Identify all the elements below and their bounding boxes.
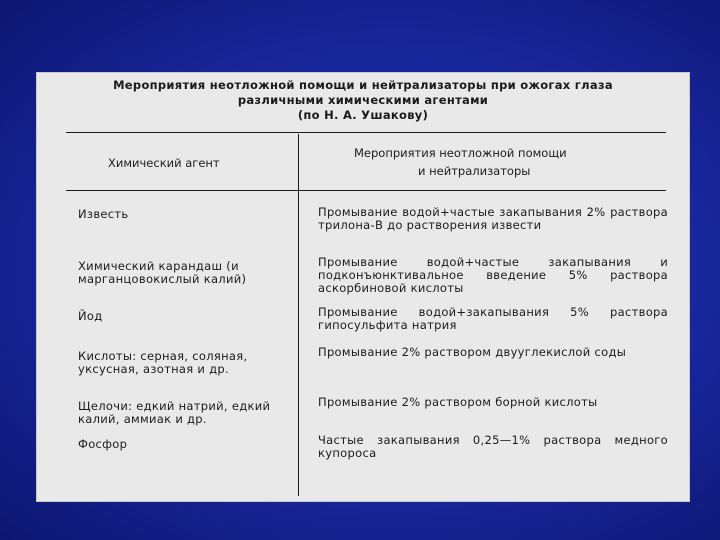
table-top-rule [66, 132, 666, 133]
table-row-agent: Фосфор [78, 437, 128, 451]
title-line-1: Мероприятия неотложной помощи и нейтрализаторы при ожогах глаза [113, 78, 613, 92]
document-title [36, 78, 690, 123]
table-row-agent: Известь [78, 207, 129, 221]
table-row-action: Промывание водой+частые закапывания 2% раствора трилона-В до растворения извести [318, 205, 668, 232]
header-actions-line-1: Мероприятия неотложной помощи [354, 146, 567, 160]
table-row-action: Промывание 2% раствором двууглекислой соды [318, 345, 627, 359]
table-row-agent: Йод [78, 309, 103, 323]
document-page [36, 72, 690, 502]
table-column-divider [298, 134, 299, 496]
table-row-action: Промывание водой+частые закапывания и подконъюнктивальное введение 5% раствора аскорбиновой кислоты [318, 255, 668, 295]
header-agent: Химический агент [108, 156, 220, 170]
title-line-2: различными химическими агентами [237, 93, 489, 107]
table-row-action: Частые закапывания 0,25—1% раствора медного купороса [318, 433, 668, 460]
table-row-action: Промывание 2% раствором борной кислоты [318, 395, 598, 409]
title-line-3: (по Н. А. Ушакову) [297, 108, 429, 122]
table-row-agent: Щелочи: едкий натрий, едкий калий, аммиак и др. [78, 399, 271, 426]
table-header-rule [66, 190, 666, 191]
table-row-action: Промывание водой+закапывания 5% раствора гипосульфита натрия [318, 305, 668, 332]
header-actions-line-2: и нейтрализаторы [418, 164, 531, 178]
table-row-agent: Химический карандаш (и марганцовокислый калий) [78, 259, 247, 286]
table-row-agent: Кислоты: серная, соляная, уксусная, азотная и др. [78, 349, 248, 376]
